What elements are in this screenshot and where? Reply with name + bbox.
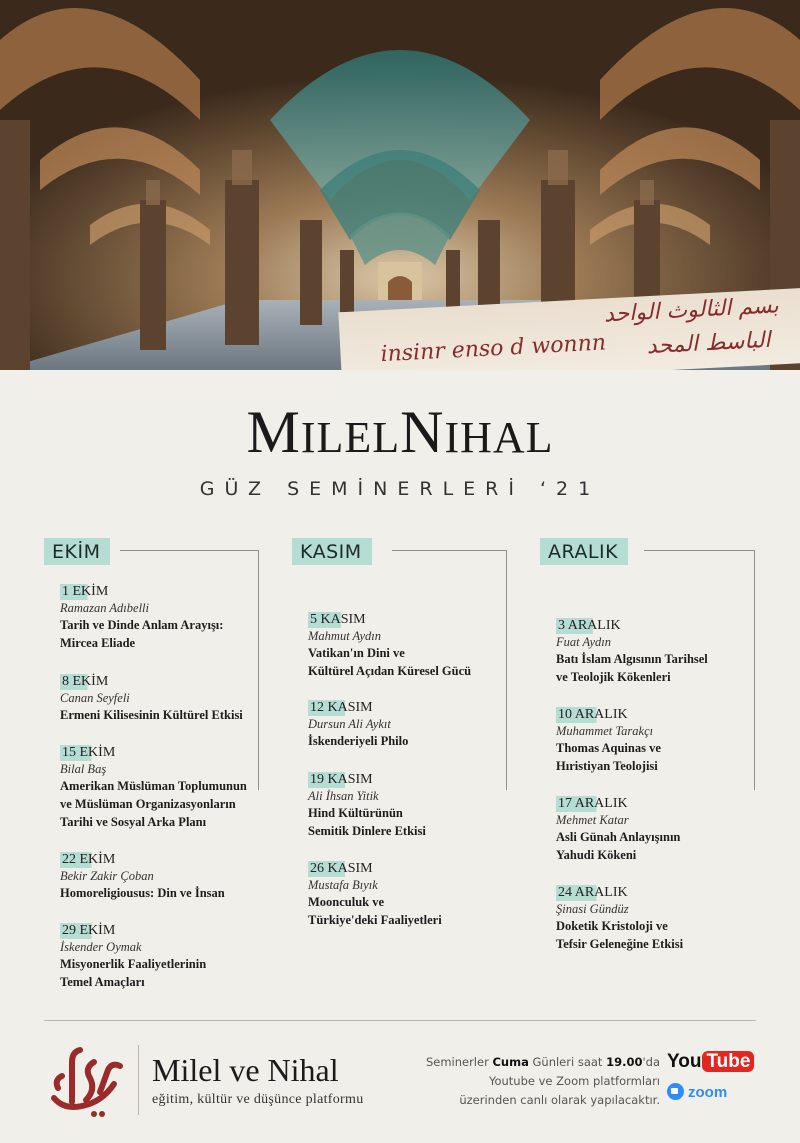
broadcast-info [400,1053,660,1110]
event-topic: Tarih ve Dinde Anlam Arayışı: [60,618,224,632]
footer-separator [138,1045,139,1115]
event-item [308,610,538,680]
info-text: Seminerler [425,1055,493,1069]
event-topic: Semitik Dinlere Etkisi [308,824,426,838]
event-date: 10 ARALIK [558,707,628,722]
event-topic: Tefsir Geleneğine Etkisi [556,937,684,951]
event-topic: Türkiye'deki Faaliyetleri [308,913,442,927]
month-column-kasim [292,538,522,927]
event-topic: ve Müslüman Organizasyonların [60,797,236,811]
event-speaker: Bilal Baş [60,762,107,776]
manuscript-line-latin: insinr enso d wonnn [379,330,607,368]
month-tag: KASIM [292,538,372,565]
zoom-camera-icon [667,1083,684,1100]
broadcast-info-line3: üzerinden canlı olarak yapılacaktır. [459,1093,660,1107]
event-item [308,698,538,750]
title-letter: M [246,399,301,465]
month-column-aralik [540,538,770,951]
event-topic: Mircea Eliade [60,636,136,650]
event-speaker: Ramazan Adıbelli [60,601,150,615]
event-topic: Kültürel Açıdan Küresel Gücü [308,664,472,678]
event-item [60,672,290,724]
title-letters: IHAL [444,413,554,462]
event-date: 8 EKİM [62,674,109,689]
event-date: 1 EKİM [62,584,109,599]
event-topic: İskenderiyeli Philo [308,734,409,748]
youtube-tube: Tube [702,1051,754,1072]
event-topic: Thomas Aquinas ve [556,741,661,755]
page-title [0,398,800,467]
event-speaker: Mehmet Katar [556,813,629,827]
event-speaker: İskender Oymak [60,940,142,954]
event-speaker: Mahmut Aydın [308,629,382,643]
brand-name: Milel ve Nihal [152,1052,339,1088]
hero-image [0,0,800,370]
event-topic: Temel Amaçları [60,975,145,989]
event-speaker: Fuat Aydın [556,635,611,649]
event-topic: Ermeni Kilisesinin Kültürel Etkisi [60,708,243,722]
divider [120,550,258,551]
event-speaker: Canan Seyfeli [60,691,130,705]
event-topic: Hıristiyan Teolojisi [556,759,658,773]
event-topic: Amerikan Müslüman Toplumunun [60,779,247,793]
event-date: 19 KASIM [310,772,373,787]
event-date: 3 ARALIK [558,618,621,633]
title-letters: ILEL [300,413,401,462]
event-item [308,770,538,840]
event-topic: Hind Kültürünün [308,806,403,820]
manuscript-line-arabic-2: الباسط المحد [646,327,772,360]
month-tag: ARALIK [540,538,628,565]
event-item [60,743,290,831]
event-speaker: Mustafa Bıyık [308,878,378,892]
event-topic: Batı İslam Algısının Tarihsel [556,652,708,666]
info-text: Günleri saat [528,1055,607,1069]
month-column-ekim [44,538,274,989]
event-item [556,883,786,953]
event-date: 29 EKİM [62,923,116,938]
broadcast-info-line2: Youtube ve Zoom platformları [488,1074,660,1088]
event-date: 22 EKİM [62,852,116,867]
event-date: 24 ARALIK [558,885,628,900]
event-item [60,921,290,991]
event-date: 26 KASIM [310,861,373,876]
event-topic: ve Teolojik Kökenleri [556,670,671,684]
event-date: 15 EKİM [62,745,116,760]
event-speaker: Dursun Ali Aykıt [308,717,391,731]
calligraphy-logo-icon [44,1040,130,1120]
event-speaker: Şinasi Gündüz [556,902,629,916]
title-letter: N [400,399,445,465]
broadcast-info-line1 [400,1053,660,1072]
footer-divider [44,1020,756,1021]
manuscript-line-arabic-1: بسم الثالوث الواحد [603,293,780,328]
event-speaker: Muhammet Tarakçı [556,724,654,738]
brand-tagline: eğitim, kültür ve düşünce platformu [152,1092,364,1107]
divider [392,550,506,551]
event-item [556,794,786,864]
event-item [60,582,290,652]
event-topic: Vatikan'ın Dini ve [308,646,405,660]
event-topic: Yahudi Kökeni [556,848,637,862]
info-time: 19.00 [606,1055,643,1069]
zoom-logo-icon [667,1083,727,1101]
event-item [556,616,786,686]
event-item [308,859,538,929]
event-topic: Doketik Kristoloji ve [556,919,668,933]
info-day: Cuma [492,1055,529,1069]
event-date: 5 KASIM [310,612,366,627]
event-topic: Homoreligiousus: Din ve İnsan [60,886,225,900]
info-text: 'da [642,1055,660,1069]
divider [644,550,754,551]
event-item [556,705,786,775]
event-date: 12 KASIM [310,700,373,715]
event-date: 17 ARALIK [558,796,628,811]
event-topic: Tarihi ve Sosyal Arka Planı [60,815,207,829]
event-topic: Misyonerlik Faaliyetlerinin [60,957,207,971]
youtube-you: You [667,1051,702,1072]
zoom-label: zoom [688,1084,728,1101]
event-topic: Moonculuk ve [308,895,385,909]
youtube-logo-icon [667,1051,754,1073]
event-speaker: Bekir Zakir Çoban [60,869,154,883]
month-tag: EKİM [44,538,110,565]
event-topic: Asli Günah Anlayışının [556,830,681,844]
event-item [60,850,290,902]
event-speaker: Ali İhsan Yitik [308,789,379,803]
page-subtitle: GÜZ SEMİNERLERİ ‘21 [199,478,601,500]
